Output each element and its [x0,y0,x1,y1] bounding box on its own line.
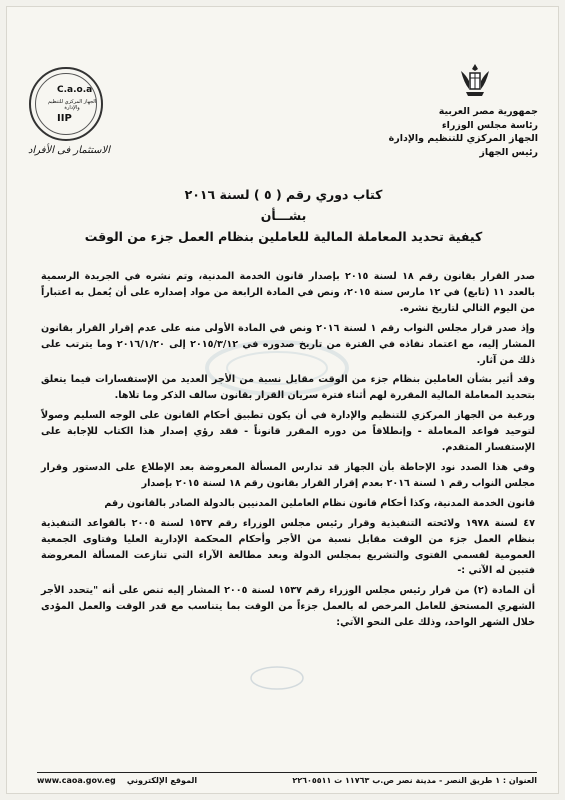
letter-body [41,269,535,635]
logo-subtitle: الجهاز المركزي للتنظيم والإدارة [47,99,97,111]
gov-line-head: رئيس الجهاز [479,146,538,158]
body-paragraph: وإذ صدر قرار مجلس النواب رقم ١ لسنة ٢٠١٦ ونص في المادة الأولى منه على عدم إقرار القرار بقانون المشار إليه، مع اعتماد نفاذه في الفترة من تاريخ صدوره في ٢٠١٥/٣/١٢ إلى ٢٠١٦/١/٢٠ وما يترتب على ذلك من آثار. [41,322,536,366]
body-paragraph: وفي هذا الصدد نود الإحاطة بأن الجهاز قد تدارس المسألة المعروضة بعد الإطلاع على الدستور وقرار مجلس النواب رقم ١ لسنة ٢٠١٦ بعدم إقرار القرار بقانون رقم ١٨ لسنة ٢٠١٥ بإصدار [41,461,535,489]
caoa-logo [23,63,113,163]
logo-brand-text: C.a.o.a [57,85,93,95]
circular-title: كتاب دوري رقم ( ٥ ) لسنة ٢٠١٦ [184,187,383,202]
body-paragraph: وقد أثير بشأن العاملين بنظام جزء من الوقت مقابل نسبة من الأجر العديد من الإستفسارات فيما يتعلق بتحديد المعاملة المالية المقررة لهم أثناء فترة سريان القرار بقانون سالف الذكر وما تلاها. [41,374,535,402]
body-paragraph: قانون الخدمة المدنية، وكذا أحكام قانون نظام العاملين المدنيين بالدولة الصادر بالقانون رقم [104,497,535,509]
gov-line-country: جمهورية مصر العربية [438,106,538,117]
gov-line-agency: الجهاز المركزي للتنظيم والإدارة [388,133,538,144]
subject-heading: كيفية تحديد المعاملة المالية للعاملين بنظام العمل جزء من الوقت [84,229,483,244]
body-paragraph: ورغبة من الجهاز المركزي للتنظيم والإدارة في أن يكون تطبيق أحكام القانون على الوجه السليم وصولاً لتوحيد قواعد المعاملة - وإنطلاقاً من دوره المقرر قانوناً - فقد رؤي إصدار هذا الكتاب للإجابة على الإستفسار المتقدم. [41,410,535,454]
subject-label: بشـــأن [260,208,307,223]
gov-line-cabinet: رئاسة مجلس الوزراء [441,119,538,131]
body-paragraph: أن المادة (٢) من قرار رئيس مجلس الوزراء رقم ١٥٣٧ لسنة ٢٠٠٥ المشار إليه تنص على أنه "يتحدد الأجر الشهري المستحق للعامل المرخص له بالعمل جزءاً من الوقت بما يتناسب مع قدر الوقت والعمل المؤدى خلال الشهر الواحد، وذلك على النحو الآتي: [41,585,535,629]
website-url-link[interactable]: www.caoa.gov.eg [37,776,116,785]
government-header [368,105,538,159]
body-paragraph: ٤٧ لسنة ١٩٧٨ ولائحته التنفيذية وقرار رئيس مجلس الوزراء رقم ١٥٣٧ لسنة ٢٠٠٥ بالقواعد التنفيذية بنظام العمل جزء من الوقت مقابل نسبة من الأجر وأحكام المحكمة الإدارية العليا وفتاوى الجمعية العمومية لقسمي الفتوى والتشريع بمجلس الدولة وبعد مطالعة الآراء التي تنازعت المسألة المعروضة فتبين له الآتي :- [41,517,535,577]
logo-iip-text: IIP [57,113,72,124]
stamp-mark-icon [247,663,307,693]
footer-address: العنوان : ١ طريق النصر - مدينة نصر ص.ب ١١٧٦٣ ت ٢٢٦٠٥٥١١ [292,776,537,785]
document-page [6,6,559,794]
footer [37,776,537,792]
footer-divider [37,772,537,773]
body-paragraph: صدر القرار بقانون رقم ١٨ لسنة ٢٠١٥ بإصدار قانون الخدمة المدنية، وتم نشره في الجريدة الرسمية بالعدد ١١ (تابع) في ١٢ مارس سنة ٢٠١٥، ونص في المادة الرابعة من مواد إصداره على أن يُعمل به اعتباراً من اليوم التالي لتاريخ نشره. [41,271,535,314]
logo-motto: الاستثمار فى الأفراد [27,145,111,156]
website-label: الموقع الإلكتروني [126,776,198,785]
eagle-emblem-icon [458,61,492,99]
footer-website [37,776,197,785]
